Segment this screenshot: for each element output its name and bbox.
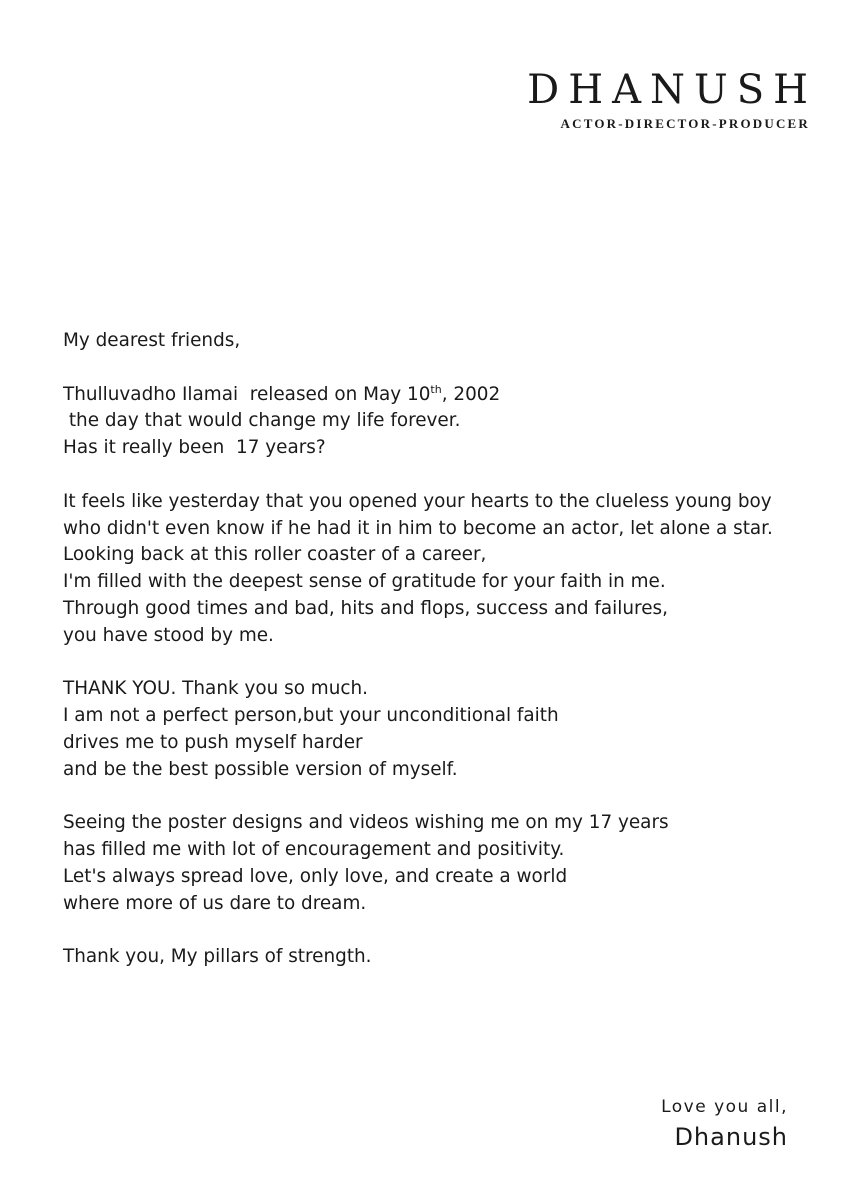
paragraph-encouragement-line: Let's always spread love, only love, and create a world <box>63 865 568 887</box>
paragraph-release <box>63 382 823 462</box>
paragraph-thanks <box>63 676 823 783</box>
paragraph-encouragement-line: Seeing the poster designs and videos wishing me on my 17 years <box>63 812 669 834</box>
paragraph-encouragement <box>63 810 823 917</box>
paragraph-gratitude <box>63 489 823 650</box>
brand-name: DHANUSH <box>527 67 817 113</box>
paragraph-gratitude-line: who didn't even know if he had it in him to become an actor, let alone a star. <box>63 517 773 539</box>
paragraph-gratitude-line: Through good times and bad, hits and flops, success and failures, <box>63 597 668 619</box>
release-text: Thulluvadho Ilamai released on May 10 <box>63 383 431 405</box>
paragraph-release-line-3: Has it really been 17 years? <box>63 437 326 459</box>
brand-tagline: ACTOR-DIRECTOR-PRODUCER <box>560 116 810 131</box>
paragraph-encouragement-line: has filled me with lot of encouragement and positivity. <box>63 839 565 861</box>
closing-line: Love you all, <box>661 1097 788 1117</box>
signature: Dhanush <box>674 1123 788 1151</box>
paragraph-thanks-line: drives me to push myself harder <box>63 731 363 753</box>
paragraph-pillars-line: Thank you, My pillars of strength. <box>63 946 372 968</box>
letterhead <box>508 67 817 132</box>
paragraph-gratitude-line: I'm filled with the deepest sense of gratitude for your faith in me. <box>63 571 666 593</box>
paragraph-gratitude-line: you have stood by me. <box>63 624 274 646</box>
paragraph-release-line-1 <box>63 382 823 409</box>
paragraph-encouragement-line: where more of us dare to dream. <box>63 892 367 914</box>
paragraph-thanks-line: THANK YOU. Thank you so much. <box>63 678 368 700</box>
paragraph-gratitude-line: Looking back at this roller coaster of a career, <box>63 544 487 566</box>
paragraph-gratitude-line: It feels like yesterday that you opened your hearts to the clueless young boy <box>63 490 772 512</box>
paragraph-thanks-line: and be the best possible version of myself. <box>63 758 458 780</box>
salutation-line: My dearest friends, <box>63 330 241 351</box>
signoff <box>661 1094 788 1154</box>
paragraph-release-line-2: the day that would change my life forever. <box>63 410 461 432</box>
salutation <box>63 328 823 355</box>
paragraph-thanks-line: I am not a perfect person,but your unconditional faith <box>63 705 559 727</box>
ordinal-suffix: th <box>430 382 442 396</box>
letter-body <box>63 328 823 998</box>
release-year: , 2002 <box>441 383 501 405</box>
paragraph-pillars <box>63 944 823 971</box>
